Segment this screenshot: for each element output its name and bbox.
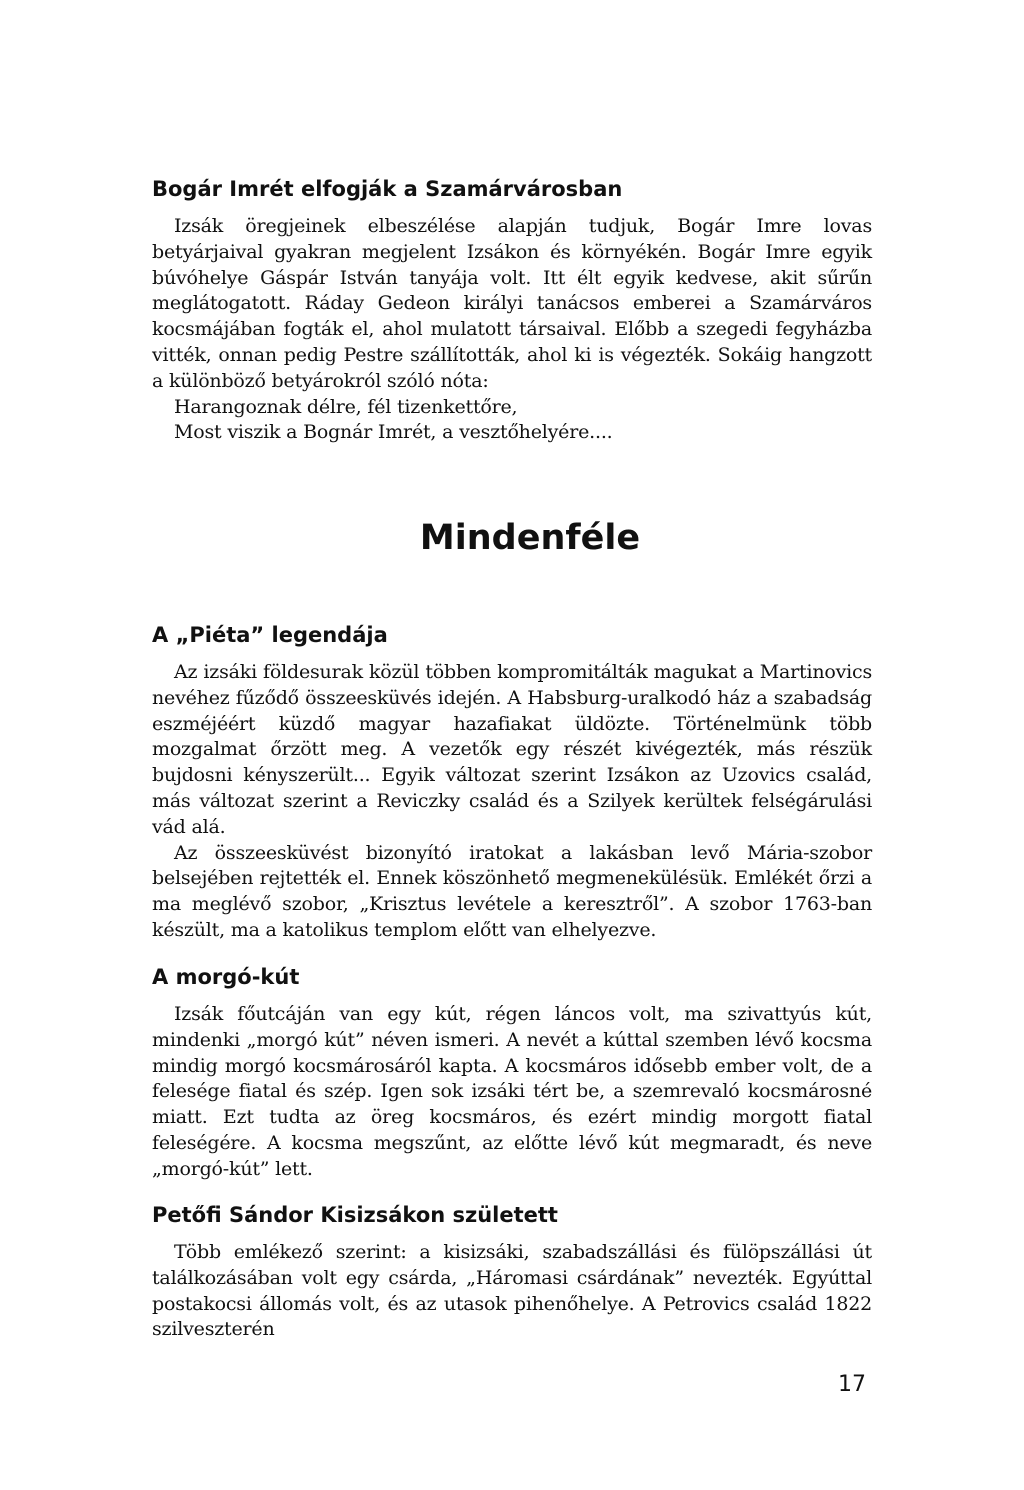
- paragraph-morgo-kut: Izsák főutcáján van egy kút, régen láncos volt, ma szivattyús kút, mindenki „morgó kút” néven ismeri. A nevét a kúttal szemben lévő kocsma mindig morgó kocsmárosáról kapta. A kocsmáros idősebb ember volt, de a felesége fiatal és szép. Igen sok izsáki tért be, a szemrevaló kocsmárosné miatt. Ezt tudta az öreg kocsmáros, és ezért mindig morgott fiatal feleségére. A kocsma megszűnt, az előtte lévő kút megmaradt, és neve „morgó-kút” lett.: [152, 1003, 872, 1180]
- section-petofi-body: [152, 1240, 872, 1343]
- paragraph-petofi: Több emlékező szerint: a kisizsáki, szabadszállási és fülöpszállási út találkozásában volt egy csárda, „Háromasi csárdának” nevezték. Egyúttal postakocsi állomás volt, és az utasok pihenőhelye. A Petrovics család 1822 szilveszterén: [152, 1241, 872, 1341]
- section-pieta-body: [152, 660, 872, 944]
- heading-bogar-imre: Bogár Imrét elfogják a Szamárvárosban: [152, 177, 623, 201]
- verse-line-1: Harangoznak délre, fél tizenkettőre,: [174, 395, 518, 418]
- verse-line-2: Most viszik a Bognár Imrét, a vesztőhelyére....: [174, 421, 613, 444]
- paragraph-pieta-2: Az összeesküvést bizonyító iratokat a lakásban levő Mária-szobor belsejében rejtették el. Ennek köszönhető megmenekülésük. Emlékét őrzi a ma meglévő szobor, „Krisztus levétele a keresztről”. A szobor 1763-ban készült, ma a katolikus templom előtt van elhelyezve.: [152, 841, 872, 941]
- heading-petofi: Petőfi Sándor Kisizsákon született: [152, 1203, 558, 1227]
- chapter-title-mindenfele: Mindenféle: [419, 518, 641, 558]
- section-morgo-kut-body: [152, 1002, 872, 1183]
- section-bogar-imre-body: [152, 214, 872, 446]
- heading-morgo-kut: A morgó-kút: [152, 965, 300, 989]
- page-number: 17: [838, 1372, 866, 1397]
- heading-pieta-legend: A „Piéta” legendája: [152, 623, 388, 647]
- paragraph-bogar-imre: Izsák öregjeinek elbeszélése alapján tudjuk, Bogár Imre lovas betyárjaival gyakran megjelent Izsákon és környékén. Bogár Imre egyik búvóhelye Gáspár István tanyája volt. Itt élt egyik kedvese, akit sűrűn meglátogatott. Ráday Gedeon királyi tanácsos emberei a Szamárváros kocsmájában fogták el, ahol mulatott társaival. Előbb a szegedi fegyházba vitték, onnan pedig Pestre szállították, ahol ki is végezték. Sokáig hangzott a különböző betyárokról szóló nóta:: [152, 215, 872, 392]
- paragraph-pieta-1: Az izsáki földesurak közül többen kompromitálták magukat a Martinovics nevéhez fűződő összeesküvés idején. A Habsburg-uralkodó ház a szabadság eszméjéért küzdő magyar hazafiakat üldözte. Történelmünk több mozgalmat őrzött meg. A vezetők egy részét kivégezték, más részük bujdosni kényszerült... Egyik változat szerint Izsákon az Uzovics család, más változat szerint a Reviczky család és a Szilyek kerültek felségárulási vád alá.: [152, 661, 872, 838]
